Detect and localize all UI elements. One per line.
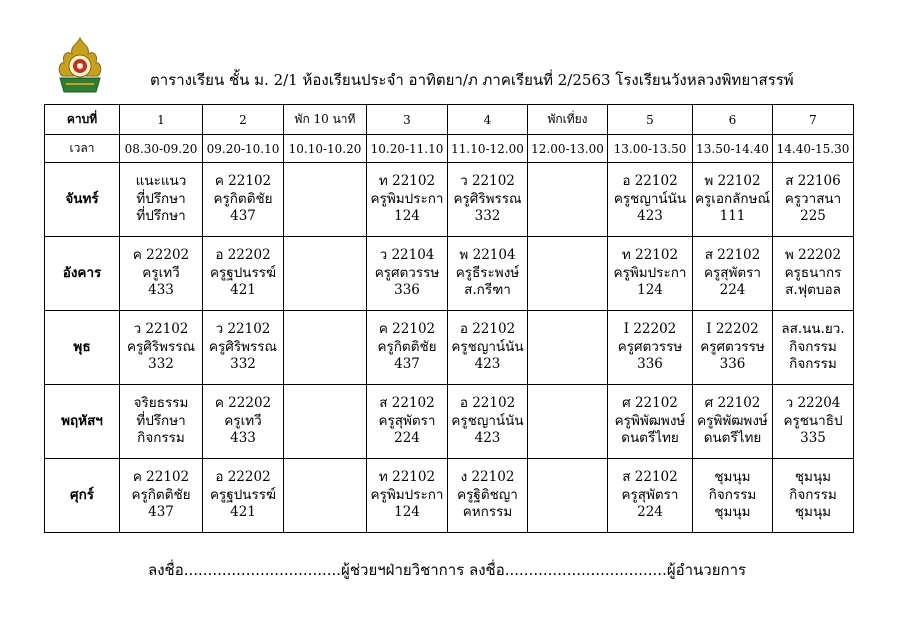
class-cell-line: ศ 22102 [704, 395, 761, 412]
class-cell [773, 459, 854, 533]
class-cell-line: ครูศตวรรษ [700, 338, 765, 355]
class-cell-line: ว 22102 [133, 321, 189, 338]
day-name: อังคาร [45, 237, 120, 311]
class-cell [693, 385, 773, 459]
class-cell [528, 311, 608, 385]
period-header: 4 [448, 105, 528, 135]
time-slot: 08.30-09.20 [120, 135, 203, 163]
class-cell [773, 237, 854, 311]
class-cell [203, 311, 284, 385]
class-cell-line: ที่ปรึกษา [136, 190, 186, 207]
time-slot: 10.10-10.20 [284, 135, 367, 163]
class-cell-line: กิจกรรม [789, 338, 837, 355]
class-cell-line: อ 22102 [459, 321, 516, 338]
class-cell-line: ดนตรีไทย [703, 430, 762, 447]
class-cell-line: 423 [474, 430, 501, 447]
class-cell [693, 311, 773, 385]
class-cell-line: 421 [230, 504, 256, 521]
class-cell-line: จริยธรรม [133, 395, 189, 412]
class-cell-line: ครูกิตติชัย [213, 190, 273, 207]
class-cell-line: อ 22202 [215, 247, 271, 264]
class-cell-line: ครูศตวรรษ [617, 338, 683, 355]
class-cell [120, 385, 203, 459]
school-emblem-icon [52, 36, 108, 96]
class-cell-line: ท 22102 [621, 247, 679, 264]
class-cell-line: 437 [394, 356, 420, 373]
class-cell-line: ส 22106 [785, 173, 841, 190]
class-cell-line: ส.ฟุตบอล [785, 282, 841, 299]
period-header-row [45, 105, 854, 135]
class-cell-line: คหกรรม [462, 504, 513, 521]
time-header-row [45, 135, 854, 163]
class-cell-line: ส 22102 [704, 247, 761, 264]
class-cell-line: ชุมนุม [714, 469, 751, 486]
class-cell-line: 332 [148, 356, 174, 373]
class-cell-line: กิจกรรม [708, 486, 757, 503]
class-cell-line: 433 [230, 430, 256, 447]
class-cell [120, 459, 203, 533]
class-cell [448, 459, 528, 533]
class-cell-line: ลส.นน.ยว. [781, 321, 845, 338]
class-cell-line: 224 [637, 504, 663, 521]
time-slot: 12.00-13.00 [528, 135, 608, 163]
class-cell-line: ว 22102 [215, 321, 271, 338]
day-name: พุธ [45, 311, 120, 385]
period-header: 6 [693, 105, 773, 135]
class-cell-line: ท 22102 [378, 173, 436, 190]
class-cell [608, 237, 693, 311]
class-cell [203, 459, 284, 533]
class-cell-line: ครูสุพัตรา [703, 264, 762, 281]
class-cell-line: ครูพิพัฒพงษ์ [697, 412, 768, 429]
class-cell-line: ครูฐปนรรฆ์ [209, 486, 277, 503]
class-cell-line: ครูธีระพงษ์ [455, 264, 520, 281]
class-cell-line: ครูสุพัตรา [621, 486, 679, 503]
class-cell [528, 237, 608, 311]
class-cell [528, 163, 608, 237]
class-cell-line: พ 22202 [784, 247, 842, 264]
class-cell-line: ครูพิพัฒพงษ์ [614, 412, 686, 429]
class-cell [120, 237, 203, 311]
period-header: 2 [203, 105, 284, 135]
day-name: จันทร์ [45, 163, 120, 237]
class-cell-line: 421 [230, 282, 256, 299]
class-cell-line: ครูกิตติชัย [131, 486, 191, 503]
class-cell-line: อ 22102 [622, 173, 678, 190]
class-cell-line: ค 22202 [214, 395, 272, 412]
class-cell-line: พ 22104 [459, 247, 516, 264]
class-cell [284, 459, 367, 533]
day-row [45, 385, 854, 459]
class-cell-line: อ 22102 [459, 395, 516, 412]
class-cell-line: ว 22204 [785, 395, 841, 412]
class-cell-line: ครูพิมประกา [613, 264, 687, 281]
class-cell [773, 385, 854, 459]
class-cell-line: 224 [719, 282, 746, 299]
day-row [45, 163, 854, 237]
class-cell [608, 385, 693, 459]
class-cell-line: ที่ปรึกษา [136, 208, 186, 225]
class-cell [367, 311, 448, 385]
class-cell-line: 111 [719, 208, 746, 225]
period-header: พักเที่ยง [528, 105, 608, 135]
class-cell-line: 225 [800, 208, 826, 225]
time-slot: 10.20-11.10 [367, 135, 448, 163]
class-cell [773, 311, 854, 385]
day-row [45, 459, 854, 533]
class-cell [120, 311, 203, 385]
class-cell-line: 124 [394, 504, 420, 521]
timetable [44, 104, 854, 533]
time-slot: 13.00-13.50 [608, 135, 693, 163]
class-cell [693, 163, 773, 237]
class-cell-line: 423 [637, 208, 663, 225]
class-cell [284, 311, 367, 385]
class-cell-line: ครูเอกลักษณ์ [694, 190, 771, 207]
class-cell-line: ส 22102 [622, 469, 678, 486]
class-cell-line: ส 22102 [379, 395, 435, 412]
day-name: พฤหัสฯ [45, 385, 120, 459]
class-cell [284, 385, 367, 459]
class-cell-line: แนะแนว [135, 173, 187, 190]
class-cell-line: 336 [637, 356, 663, 373]
class-cell [367, 237, 448, 311]
class-cell-line: 124 [394, 208, 420, 225]
class-cell-line: ครูฐิติชญา [457, 486, 518, 503]
class-cell-line: 332 [474, 208, 501, 225]
class-cell-line: 336 [394, 282, 420, 299]
class-cell [367, 163, 448, 237]
period-label: คาบที่ [45, 105, 120, 135]
class-cell [448, 237, 528, 311]
class-cell-line: ส.กรีฑา [464, 282, 511, 299]
class-cell-line: 437 [230, 208, 256, 225]
class-cell-line: ครูศิริพรรณ [453, 190, 522, 207]
class-cell-line: 335 [800, 430, 826, 447]
time-slot: 09.20-10.10 [203, 135, 284, 163]
class-cell-line: ชุมนุม [794, 469, 832, 486]
class-cell [203, 385, 284, 459]
class-cell [773, 163, 854, 237]
class-cell-line: ดนตรีไทย [621, 430, 679, 447]
class-cell-line: 336 [719, 356, 746, 373]
signature-line: ลงชื่อ.................................ผู้ช่วยฯฝ่ายวิชาการ ลงชื่อ..................................ผู้อำนวยการ [148, 561, 747, 579]
class-cell-line: ครูชญาน์นัน [613, 190, 687, 207]
class-cell [693, 237, 773, 311]
class-cell-line: ครูศตวรรษ [374, 264, 440, 281]
day-row [45, 237, 854, 311]
class-cell-line: ครูศิริพรรณ [126, 338, 196, 355]
class-cell-line: ศ 22102 [622, 395, 678, 412]
class-cell-line: ชุมนุม [794, 504, 832, 521]
class-cell [448, 163, 528, 237]
class-cell [448, 385, 528, 459]
class-cell-line: I 22202 [623, 321, 677, 338]
period-header: 7 [773, 105, 854, 135]
class-cell-line: ง 22102 [460, 469, 515, 486]
class-cell-line: ชุมนุม [714, 504, 751, 521]
class-cell-line: 433 [148, 282, 174, 299]
class-cell-line: ครูฐปนรรฆ์ [209, 264, 277, 281]
class-cell-line: ค 22202 [132, 247, 190, 264]
class-cell-line: ครูธนากร [784, 264, 842, 281]
class-cell [367, 385, 448, 459]
class-cell [528, 459, 608, 533]
class-cell [367, 459, 448, 533]
class-cell-line: 224 [394, 430, 420, 447]
class-cell-line: กิจกรรม [789, 486, 837, 503]
class-cell [203, 237, 284, 311]
period-header: 3 [367, 105, 448, 135]
class-cell-line: ว 22102 [460, 173, 515, 190]
class-cell [284, 237, 367, 311]
class-cell [693, 459, 773, 533]
class-cell-line: I 22202 [706, 321, 759, 338]
class-cell [608, 311, 693, 385]
class-cell-line: กิจกรรม [137, 430, 185, 447]
class-cell [448, 311, 528, 385]
day-row [45, 311, 854, 385]
class-cell [203, 163, 284, 237]
class-cell-line: ค 22102 [378, 321, 436, 338]
period-header: พัก 10 นาที [284, 105, 367, 135]
page-title: ตารางเรียน ชั้น ม. 2/1 ห้องเรียนประจำ อาทิตยา/ภ ภาคเรียนที่ 2/2563 โรงเรียนวังหลวงพิทยาสรรพ์ [150, 71, 794, 89]
class-cell-line: ว 22104 [379, 247, 435, 264]
class-cell-line: กิจกรรม [789, 356, 837, 373]
class-cell-line: ครูเทวี [224, 412, 262, 429]
class-cell-line: 437 [148, 504, 174, 521]
class-cell-line: ท 22102 [378, 469, 436, 486]
class-cell-line: ค 22102 [214, 173, 272, 190]
class-cell-line: ครูกิตติชัย [377, 338, 437, 355]
class-cell [120, 163, 203, 237]
class-cell-line: ครูชญาน์นัน [451, 338, 524, 355]
class-cell-line: ที่ปรึกษา [136, 412, 186, 429]
class-cell-line: ครูสุพัตรา [378, 412, 436, 429]
class-cell-line: ครูชนาธิป [783, 412, 843, 429]
time-slot: 11.10-12.00 [448, 135, 528, 163]
class-cell [528, 385, 608, 459]
time-slot: 14.40-15.30 [773, 135, 854, 163]
class-cell-line: 332 [230, 356, 256, 373]
class-cell [284, 163, 367, 237]
class-cell-line: ครูเทวี [142, 264, 180, 281]
class-cell [608, 459, 693, 533]
class-cell-line: ครูวาสนา [784, 190, 842, 207]
class-cell-line: ค 22102 [132, 469, 190, 486]
period-header: 5 [608, 105, 693, 135]
day-name: ศุกร์ [45, 459, 120, 533]
class-cell-line: ครูศิริพรรณ [208, 338, 278, 355]
class-cell [608, 163, 693, 237]
period-header: 1 [120, 105, 203, 135]
class-cell-line: 124 [637, 282, 663, 299]
class-cell-line: พ 22102 [704, 173, 761, 190]
class-cell-line: ครูชญาน์นัน [451, 412, 524, 429]
time-label: เวลา [45, 135, 120, 163]
class-cell-line: ครูพิมประกา [370, 486, 444, 503]
time-slot: 13.50-14.40 [693, 135, 773, 163]
class-cell-line: 423 [474, 356, 501, 373]
class-cell-line: ครูพิมประกา [370, 190, 444, 207]
class-cell-line: อ 22202 [215, 469, 271, 486]
